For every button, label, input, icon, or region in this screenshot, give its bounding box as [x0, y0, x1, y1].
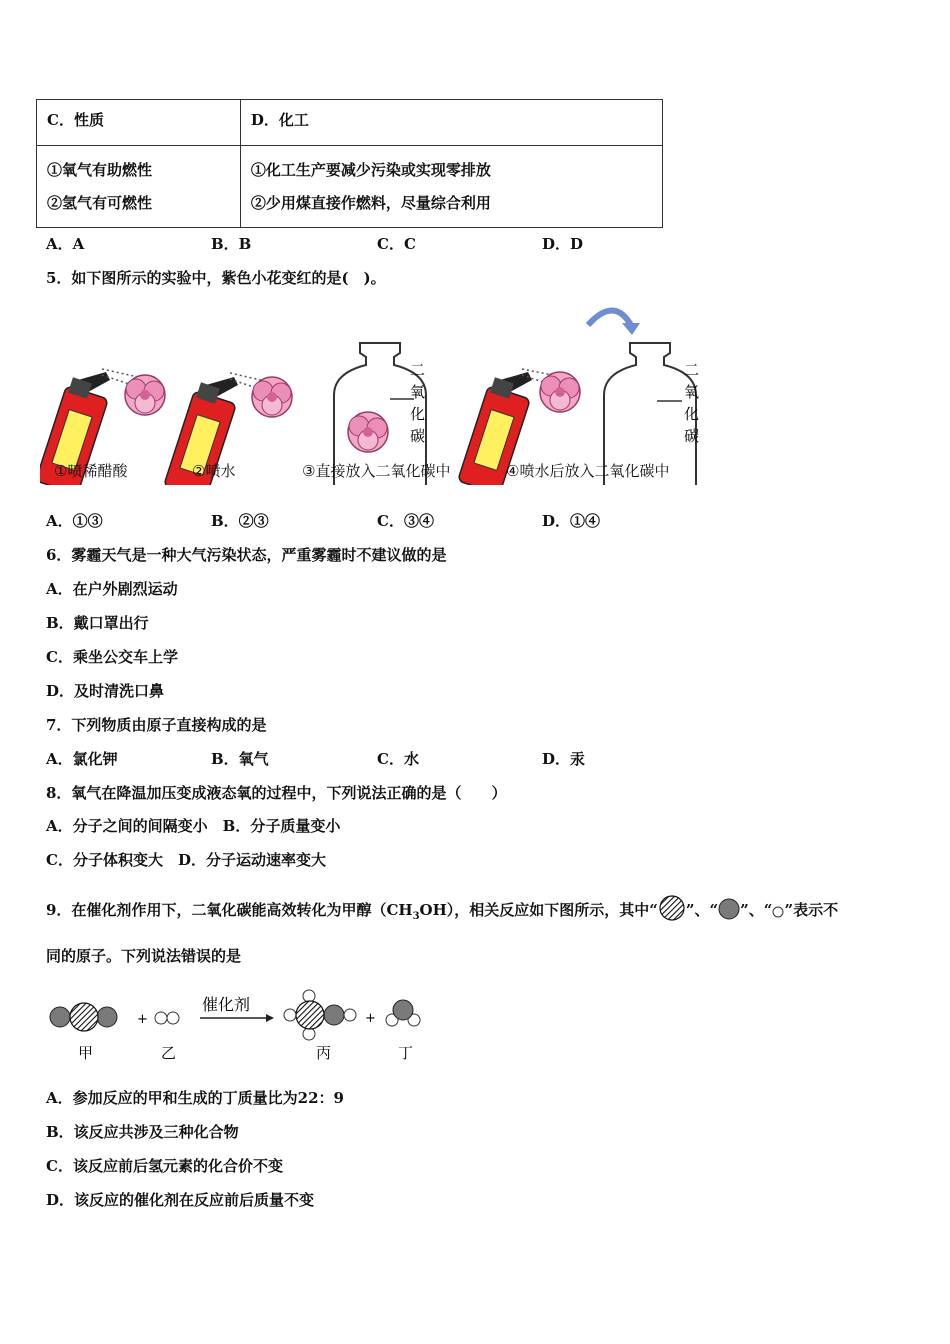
figure-label-4: ④喷水后放入二氧化碳中: [506, 462, 670, 480]
molecule-bing: [284, 990, 356, 1040]
q8-options-row-2[interactable]: C．分子体积变大 D．分子运动速率变大: [46, 851, 326, 869]
gray-atom-icon: [718, 898, 740, 920]
species-label-jia: 甲: [78, 1044, 94, 1062]
table-cell-d: [240, 146, 662, 228]
figure-label-1: ①喷稀醋酸: [54, 462, 128, 480]
q5-option-c[interactable]: C．③④: [377, 512, 434, 530]
q4-option-b[interactable]: B．B: [211, 235, 252, 253]
table-cell-c: [37, 146, 241, 228]
species-label-ding: 丁: [398, 1044, 414, 1062]
figure-label-2: ②喷水: [192, 462, 236, 480]
hatched-atom-icon: [658, 895, 686, 921]
jar-label-3: 二氧化碳: [410, 361, 426, 445]
q5-option-b[interactable]: B．②③: [211, 512, 269, 530]
q9-option-b[interactable]: B．该反应共涉及三种化合物: [46, 1123, 239, 1141]
table-line: ①氧气有助燃性: [47, 161, 153, 179]
q9-option-c[interactable]: C．该反应前后氢元素的化合价不变: [46, 1157, 283, 1175]
table-line: ②少用煤直接作燃料，尽量综合利用: [250, 194, 491, 212]
table-line: ①化工生产要减少污染或实现零排放: [250, 161, 491, 179]
q7-option-a[interactable]: A．氯化钾: [46, 750, 118, 768]
q7-option-d[interactable]: D．汞: [542, 750, 586, 768]
q5-option-d[interactable]: D．①④: [542, 512, 601, 530]
plus-sign-1: +: [137, 1012, 148, 1027]
species-label-yi: 乙: [161, 1044, 177, 1062]
q7-option-b[interactable]: B．氧气: [211, 750, 269, 768]
catalyst-label: 催化剂: [202, 995, 251, 1014]
figure-label-3: ③直接放入二氧化碳中: [302, 462, 451, 480]
q9-reaction-diagram: [44, 988, 444, 1064]
q8-stem: 8．氧气在降温加压变成液态氧的过程中，下列说法正确的是（ ）: [46, 784, 507, 802]
q7-option-c[interactable]: C．水: [377, 750, 419, 768]
table-header-c: C．性质: [37, 100, 241, 146]
table-line: ②氢气有可燃性: [47, 194, 153, 212]
jar-label-4: 二氧化碳: [684, 361, 700, 445]
q5-option-a[interactable]: A．①③: [46, 512, 103, 530]
q6-stem: 6．雾霾天气是一种大气污染状态，严重雾霾时不建议做的是: [46, 546, 447, 564]
plus-sign-2: +: [365, 1011, 376, 1026]
q6-option-b[interactable]: B．戴口罩出行: [46, 614, 149, 632]
molecule-ding: [386, 1000, 420, 1026]
q5-stem: 5．如下图所示的实验中，紫色小花变红的是( )。: [46, 269, 386, 287]
q9-option-d[interactable]: D．该反应的催化剂在反应前后质量不变: [46, 1191, 315, 1209]
q6-option-a[interactable]: A．在户外剧烈运动: [46, 580, 178, 598]
q6-option-c[interactable]: C．乘坐公交车上学: [46, 648, 178, 666]
white-atom-icon: [772, 906, 784, 918]
q9-stem: 9．在催化剂作用下，二氧化碳能高效转化为甲醇$(CH_3OH)$，相关反应如下图所示，其中“ ”、“ ”、“ ”表示不: [46, 895, 838, 922]
q6-option-d[interactable]: D．及时清洗口鼻: [46, 682, 165, 700]
q4-option-c[interactable]: C．C: [377, 235, 416, 253]
q8-options-row-1[interactable]: A．分子之间的间隔变小 B．分子质量变小: [46, 817, 341, 835]
q4-option-d[interactable]: D．D: [542, 235, 584, 253]
q4-table: [36, 99, 663, 228]
q5-experiment-figure: [40, 295, 710, 485]
molecule-jia: [50, 1003, 117, 1031]
q7-stem: 7．下列物质由原子直接构成的是: [46, 716, 267, 734]
q4-option-a[interactable]: A．A: [46, 235, 85, 253]
q9-option-a[interactable]: A．参加反应的甲和生成的丁质量比为22：9: [46, 1089, 344, 1107]
species-label-bing: 丙: [316, 1044, 332, 1062]
table-header-d: D．化工: [240, 100, 662, 146]
q9-stem-line2: 同的原子。下列说法错误的是: [46, 947, 242, 965]
molecule-yi: [155, 1012, 179, 1024]
